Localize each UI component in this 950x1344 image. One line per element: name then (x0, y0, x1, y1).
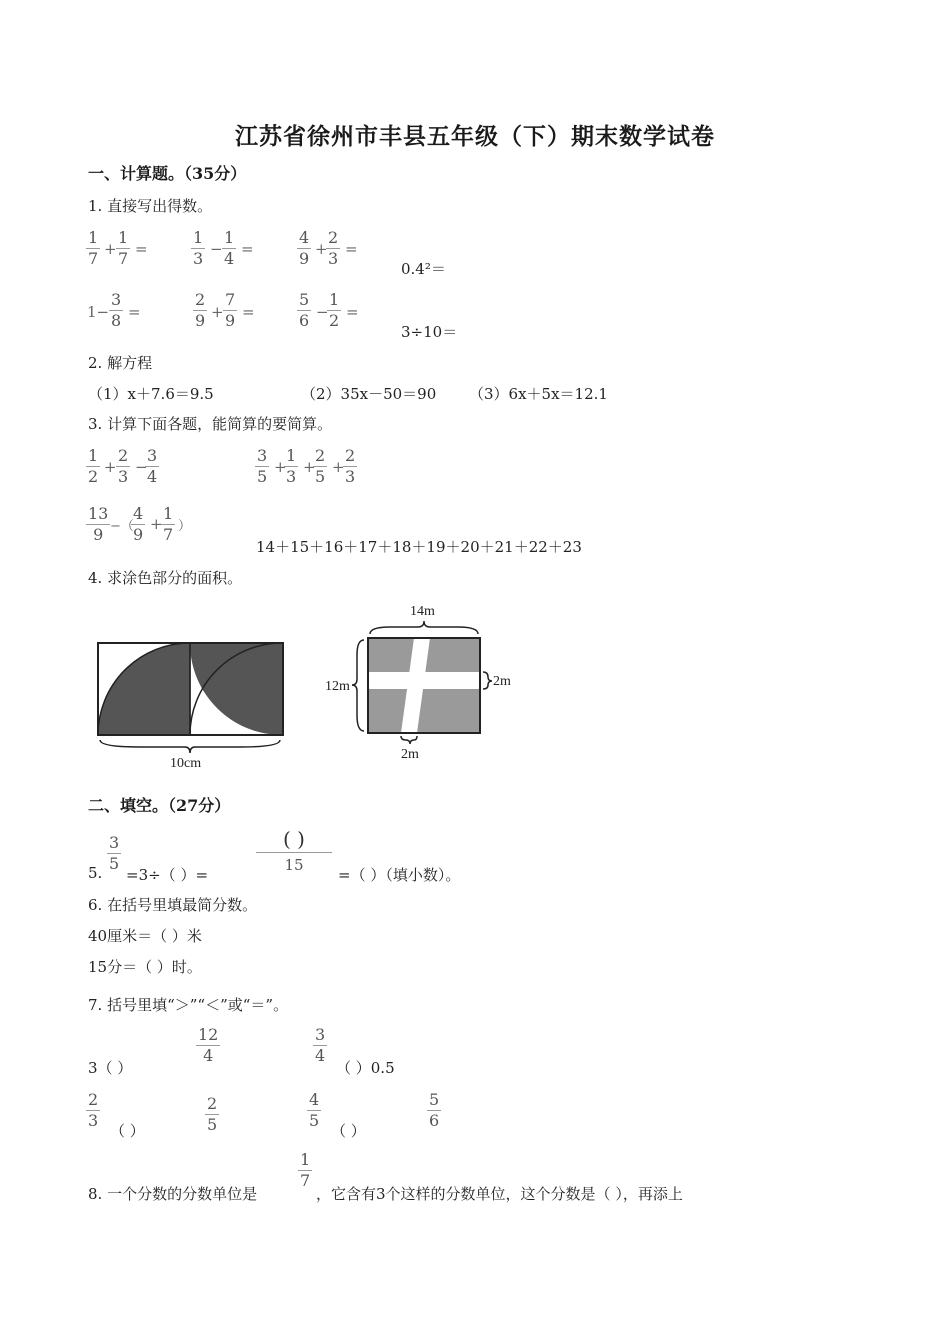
operator: = (241, 240, 254, 258)
operator: ） (178, 519, 192, 534)
sum-expression: 14＋15＋16＋17＋18＋19＋20＋21＋22＋23 (256, 538, 582, 556)
fraction-denominator: 15 (284, 856, 304, 874)
fraction: $\frac{5}{6}$ (299, 290, 310, 330)
fraction: $\frac{2}{5}$ (207, 1094, 218, 1134)
division-expression: 3÷10＝ (401, 323, 458, 341)
fraction: $\frac{1}{7}$ (300, 1150, 311, 1190)
question-1-label: 1. 直接写出得数。 (88, 197, 213, 215)
equation-2: （2）35x－50＝90 (301, 385, 437, 403)
fraction: $\frac{1}{4}$ (224, 228, 235, 268)
fraction: $\frac{4}{9}$ (133, 504, 144, 544)
figure-1-width-label: 10cm (170, 756, 202, 771)
operator: − (210, 240, 223, 258)
figure-1-quarter-circles (98, 643, 283, 771)
figure-2-path-width-label-bottom: 2m (401, 747, 419, 762)
section-heading-fill: 二、填空。（27分） (88, 796, 231, 815)
q6-line-1: 40厘米＝（ ）米 (88, 927, 202, 945)
q5-text-1: =3÷（ ）= (126, 866, 209, 884)
operator: = (345, 240, 358, 258)
q7-b-right: （ ）0.5 (336, 1059, 395, 1077)
question-6-label: 6. 在括号里填最简分数。 (88, 896, 258, 914)
fraction: $\frac{4}{9}$ (299, 228, 310, 268)
operator: = (128, 303, 141, 321)
q6-line-2: 15分＝（ ）时。 (88, 958, 202, 976)
fraction: $\frac{2}{3}$ (88, 1090, 99, 1130)
fraction: $\frac{3}{5}$ (257, 446, 268, 486)
fraction: $\frac{3}{5}$ (109, 833, 120, 873)
fraction: $\frac{1}{2}$ (329, 290, 340, 330)
power-expression: 0.4²＝ (401, 260, 446, 278)
operator: − (316, 303, 329, 321)
fraction: $\frac{13}{9}$ (88, 504, 109, 544)
operator: + (315, 240, 328, 258)
fraction: $\frac{1}{7}$ (118, 228, 129, 268)
operator: = (346, 303, 359, 321)
fraction: $\frac{12}{4}$ (198, 1025, 219, 1065)
figure-2-height-label: 12m (325, 679, 350, 694)
fraction: $\frac{1}{7}$ (88, 228, 99, 268)
question-3-label: 3. 计算下面各题，能简算的要简算。 (88, 415, 333, 433)
fraction: $\frac{1}{2}$ (88, 446, 99, 486)
shaded-area-figures (90, 595, 530, 775)
blank-numerator[interactable]: ( ) (256, 826, 332, 853)
operator: + (274, 458, 287, 476)
q5-text-2: =（ ）（填小数）。 (338, 866, 461, 884)
fraction: $\frac{2}{5}$ (315, 446, 326, 486)
operator: −（ (110, 519, 134, 534)
fraction: $\frac{3}{8}$ (111, 290, 122, 330)
operator: = (242, 303, 255, 321)
operator: + (150, 515, 163, 533)
fraction: $\frac{2}{9}$ (195, 290, 206, 330)
figure-2-width-label: 14m (410, 604, 435, 619)
q7-d-blank: （ ） (331, 1122, 366, 1140)
fraction: $\frac{1}{7}$ (163, 504, 174, 544)
fraction: $\frac{2}{3}$ (328, 228, 339, 268)
section-heading-calc: 一、计算题。（35分） (88, 164, 247, 183)
fraction: $\frac{3}{4}$ (315, 1025, 326, 1065)
operator: = (135, 240, 148, 258)
operator: 1− (87, 303, 110, 321)
fraction: $\frac{3}{4}$ (147, 446, 158, 486)
operator: − (135, 458, 148, 476)
q8-text-pre: 8. 一个分数的分数单位是 (88, 1185, 258, 1203)
fraction: $\frac{7}{9}$ (225, 290, 236, 330)
page-title: 江苏省徐州市丰县五年级（下）期末数学试卷 (235, 123, 715, 150)
equation-3: （3）6x＋5x＝12.1 (469, 385, 608, 403)
question-5-number: 5. (88, 864, 103, 882)
q7-c-blank: （ ） (110, 1122, 145, 1140)
question-4-label: 4. 求涂色部分的面积。 (88, 569, 243, 587)
fraction: $\frac{2}{3}$ (345, 446, 356, 486)
operator: + (104, 240, 117, 258)
operator: + (104, 458, 117, 476)
fraction: $\frac{1}{3}$ (286, 446, 297, 486)
fraction: $\frac{2}{3}$ (118, 446, 129, 486)
figure-2-path-width-label: 2m (493, 674, 511, 689)
fraction: $\frac{1}{3}$ (193, 228, 204, 268)
question-7-label: 7. 括号里填“＞”“＜”或“＝”。 (88, 996, 289, 1014)
operator: + (211, 303, 224, 321)
q7-a-left: 3（ ） (88, 1059, 133, 1077)
operator: + (332, 458, 345, 476)
q8-text-post: ，它含有3个这样的分数单位，这个分数是（ ），再添上 (316, 1185, 683, 1203)
fraction: $\frac{4}{5}$ (309, 1090, 320, 1130)
operator: + (303, 458, 316, 476)
question-2-label: 2. 解方程 (88, 354, 153, 372)
figure-2-cross-path (325, 604, 511, 762)
equation-1: （1）x＋7.6＝9.5 (88, 385, 214, 403)
fraction: $\frac{5}{6}$ (429, 1090, 440, 1130)
